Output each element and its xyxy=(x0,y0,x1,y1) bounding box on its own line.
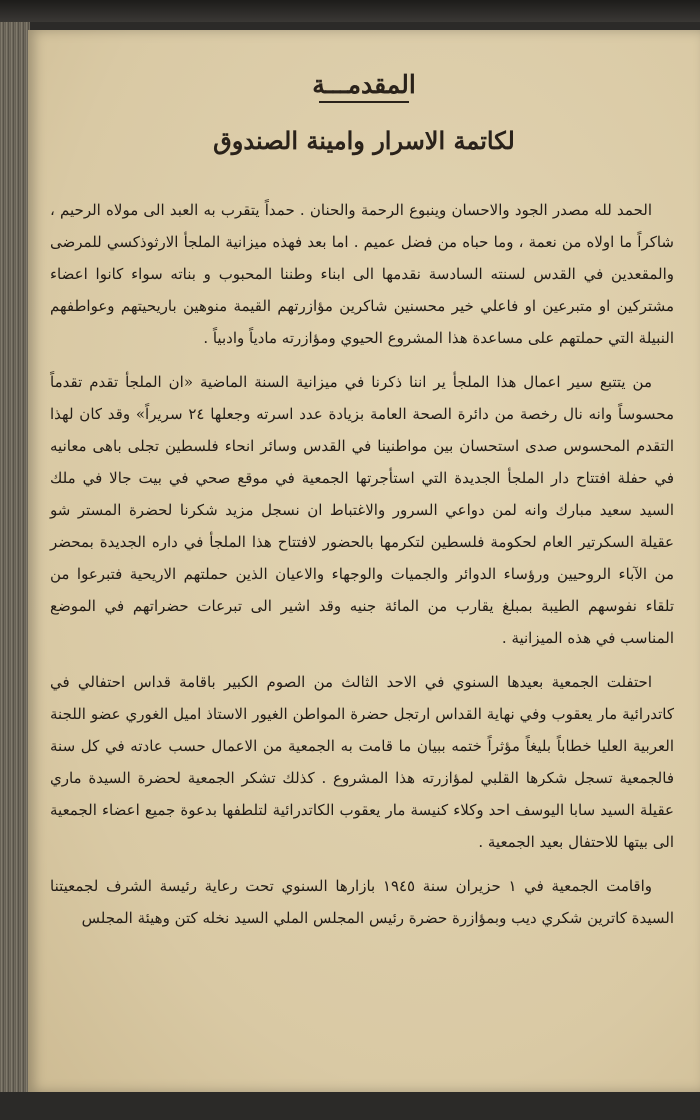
page-heading-text: المقدمـــة xyxy=(312,70,416,99)
top-edge xyxy=(0,0,700,22)
body-text xyxy=(50,194,674,946)
page-heading xyxy=(28,70,700,103)
paragraph-4: واقامت الجمعية في ١ حزيران سنة ١٩٤٥ بازارها السنوي تحت رعاية رئيسة الشرف لجمعيتنا السيدة كاترين شكري ديب وبمؤازرة حضرة رئيس المجلس الملي السيد نخله كتن وهيئة المجلس xyxy=(50,877,674,927)
book-spine xyxy=(0,22,30,1120)
book-page xyxy=(28,30,700,1092)
bottom-edge xyxy=(0,1092,700,1120)
paragraph-3: احتفلت الجمعية بعيدها السنوي في الاحد الثالث من الصوم الكبير باقامة قداس احتفالي في كاتدرائية مار يعقوب وفي نهاية القداس ارتجل حضرة المواطن الغيور الاستاذ اميل الغوري عضو اللجنة العربية العليا خطاباً بليغاً مؤثراً ختمه ببيان ما قامت به الجمعية من الاعمال حسب عادته في كل سنة فالجمعية تسجل شكرها القلبي لمؤازرته هذا المشروع . كذلك تشكر الجمعية لحضرة السيدة ماري عقيلة السيد سابا اليوسف احد وكلاء كنيسة مار يعقوب الكاتدرائية لتلطفها بدعوة جميع اعضاء الجمعية الى بيتها للاحتفال بعيد الجمعية . xyxy=(50,673,674,851)
page-subheading: لكاتمة الاسرار وامينة الصندوق xyxy=(213,126,515,155)
paragraph-2: من يتتبع سير اعمال هذا الملجأ ير اننا ذكرنا في ميزانية السنة الماضية «ان الملجأ تقدم تقدماً محسوساً وانه نال رخصة من دائرة الصحة العامة بزيادة عدد اسرته وجعلها ٢٤ سريراً» وقد كان لهذا التقدم المحسوس صدى استحسان بين مواطنينا في القدس وسائر انحاء فلسطين تجلى باهى معانيه في حفلة افتتاح دار الملجأ الجديدة التي استأجرتها الجمعية في موقع صحي في بيت جالا في ملك السيد سعيد مبارك وانه لمن دواعي السرور والاغتباط ان نسجل مزيد شكرنا لحضرة المستر شو عقيلة السكرتير العام لحكومة فلسطين لتكرمها بالحضور لافتتاح هذا الملجأ في داره الجديدة بمحضر من الآباء الروحيين ورؤساء الدوائر والجميات والوجهاء والاعيان الذين حملتهم الاريحية فتبرعوا من تلقاء نفوسهم الطيبة بمبلغ يقارب من المائة جنيه وقد اشير الى تبرعات حضراتهم في الموضع المناسب في هذه الميزانية . xyxy=(50,373,674,647)
heading-underline xyxy=(319,101,409,103)
paragraph-1: الحمد لله مصدر الجود والاحسان وينبوع الرحمة والحنان . حمداً يتقرب به العبد الى مولاه الرحيم ، شاكراً ما اولاه من نعمة ، وما حباه من فضل عميم . اما بعد فهذه ميزانية الملجأ الارثوذكسي للمرضى والمقعدين في القدس لسنته السادسة نقدمها الى ابناء وطننا المحبوب و بناته سواء كانوا اعضاء مشتركين او متبرعين او فاعلي خير محسنين شاكرين مؤازرتهم القيمة منوهين باريحيتهم وعواطفهم النبيلة التي حملتهم على مساعدة هذا المشروع الحيوي ومؤازرته مادياً وادبياً . xyxy=(50,201,674,347)
